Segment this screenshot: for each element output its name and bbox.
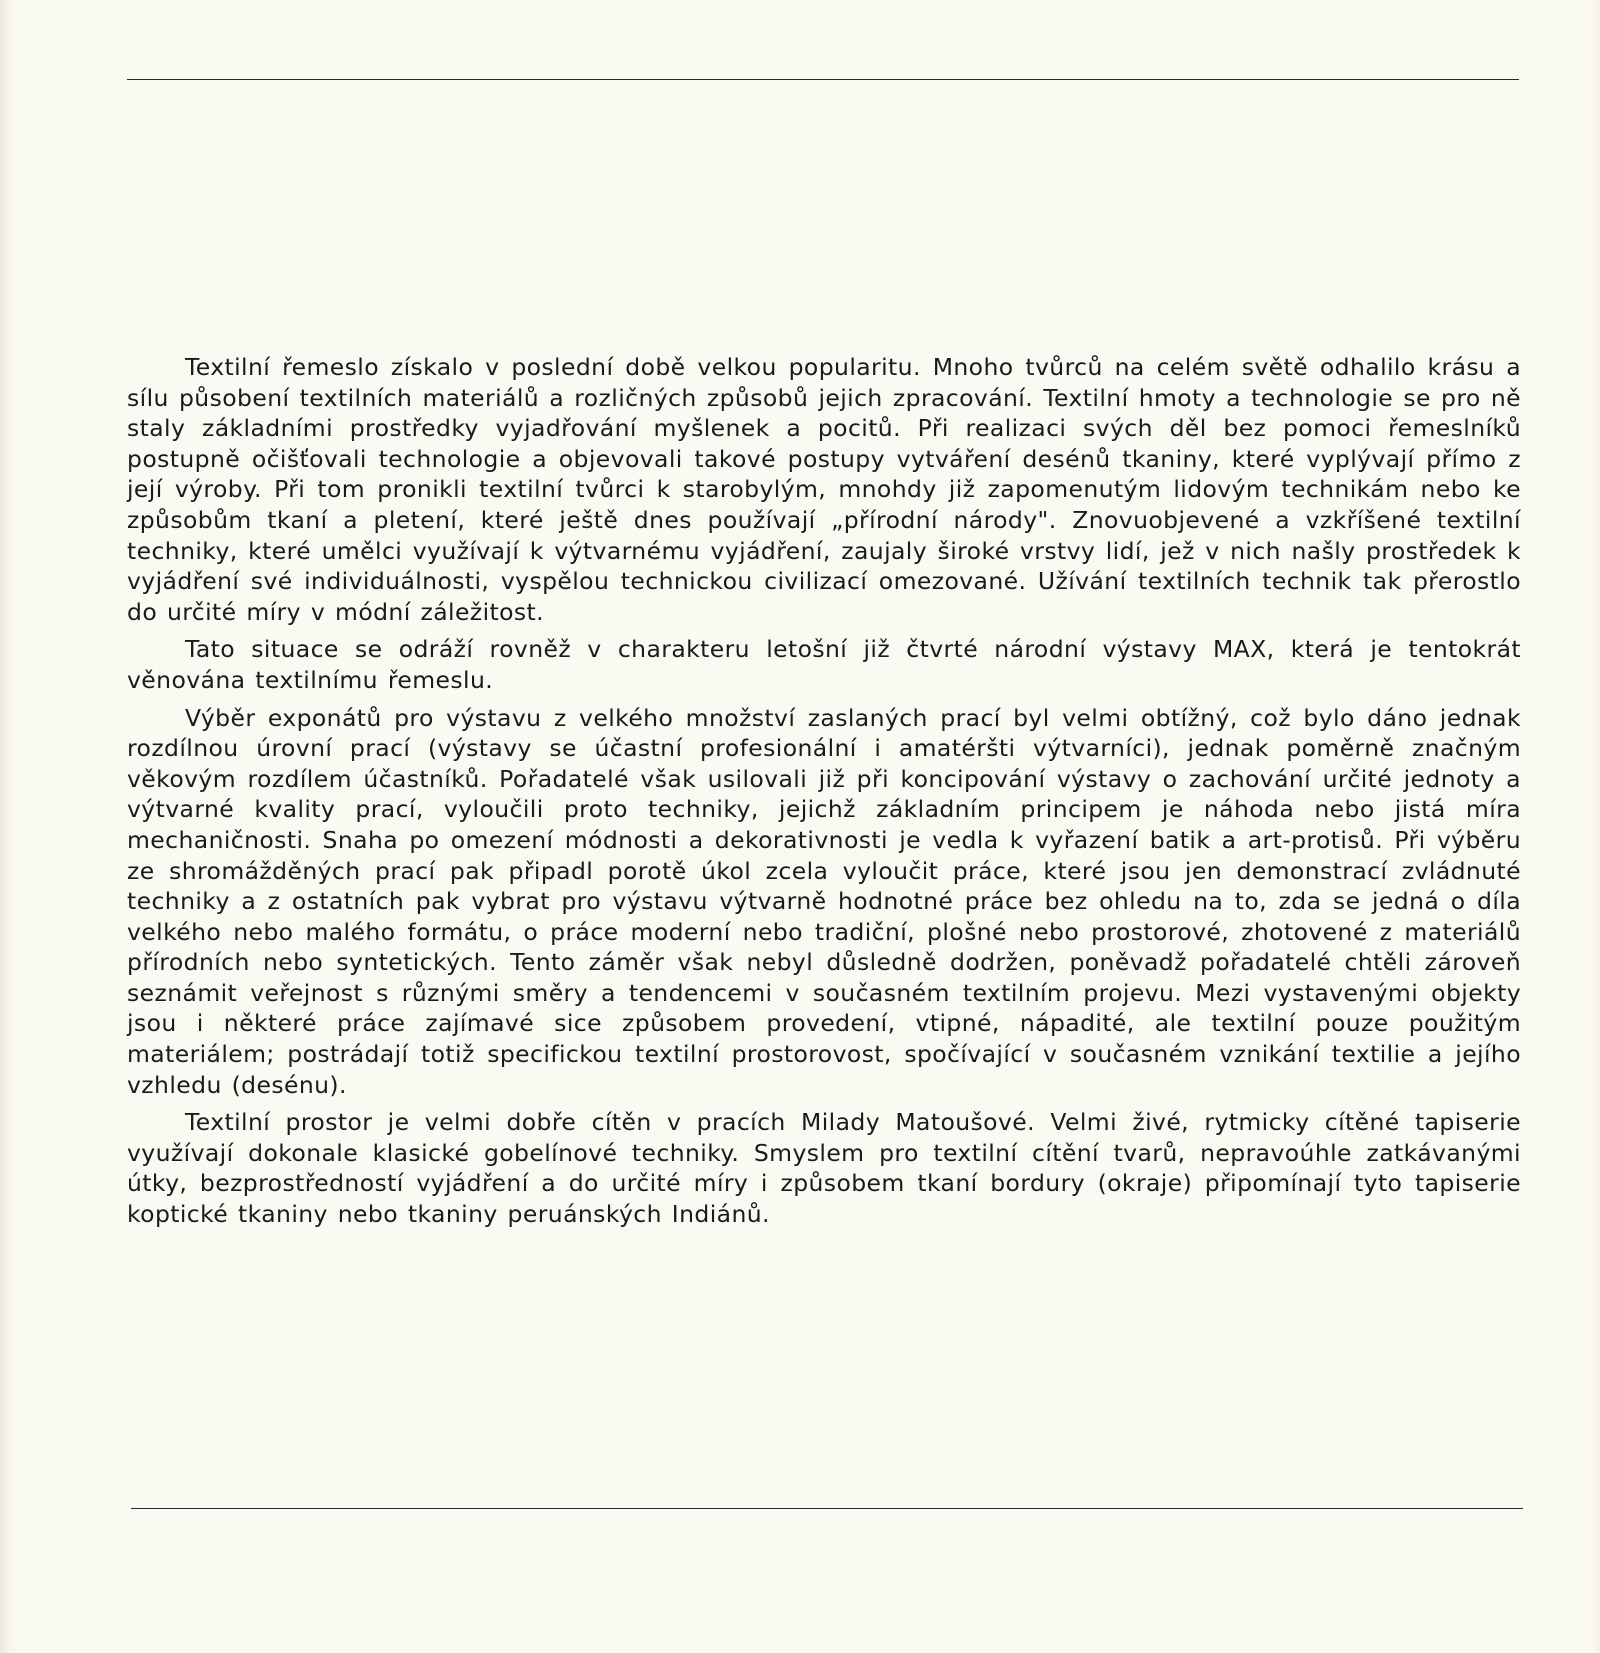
paragraph-2: Tato situace se odráží rovněž v charakteru letošní již čtvrté národní výstavy MAX, která je tentokrát věnována textilnímu řemeslu. — [127, 635, 1521, 694]
body-text — [127, 352, 1521, 1237]
top-rule — [127, 79, 1519, 80]
bottom-rule — [131, 1508, 1523, 1509]
paragraph-4: Textilní prostor je velmi dobře cítěn v pracích Milady Matoušové. Velmi živé, rytmicky cítěné tapiserie využívají dokonale klasické gobelínové techniky. Smyslem pro textilní cítění tvarů, nepravoúhle zatkávanými útky, bezprostředností vyjádření a do určité míry i způsobem tkaní bordury (okraje) připomínají tyto tapiserie koptické tkaniny nebo tkaniny peruánských Indiánů. — [127, 1108, 1521, 1229]
paragraph-1: Textilní řemeslo získalo v poslední době velkou popularitu. Mnoho tvůrců na celém světě odhalilo krásu a sílu působení textilních materiálů a rozličných způsobů jejich zpracování. Textilní hmoty a technologie se pro ně staly základními prostředky vyjadřování myšlenek a pocitů. Při realizaci svých děl bez pomoci řemeslníků postupně očišťovali technologie a objevovali takové postupy vytváření desénů tkaniny, které vyplývají přímo z její výroby. Při tom pronikli textilní tvůrci k starobylým, mnohdy již zapomenutým lidovým technikám nebo ke způsobům tkaní a pletení, které ještě dnes používají „přírodní národy". Znovuobjevené a vzkříšené textilní techniky, které umělci využívají k výtvarnému vyjádření, zaujaly široké vrstvy lidí, jež v nich našly prostředek k vyjádření své individuálnosti, vyspělou technickou civilizací omezované. Užívání textilních technik tak přerostlo do určité míry v módní záležitost. — [127, 353, 1521, 626]
paragraph-3: Výběr exponátů pro výstavu z velkého množství zaslaných prací byl velmi obtížný, což bylo dáno jednak rozdílnou úrovní prací (výstavy se účastní profesionální i amatéršti výtvarníci), jednak poměrně značným věkovým rozdílem účastníků. Pořadatelé však usilovali již při koncipování výstavy o zachování určité jednoty a výtvarné kvality prací, vyloučili proto techniky, jejichž základním principem je náhoda nebo jistá míra mechaničnosti. Snaha po omezení módnosti a dekorativnosti je vedla k vyřazení batik a art-protisů. Při výběru ze shromážděných prací pak připadl porotě úkol zcela vyloučit práce, které jsou jen demonstrací zvládnuté techniky a z ostatních pak vybrat pro výstavu výtvarně hodnotné práce bez ohledu na to, zda se jedná o díla velkého nebo malého formátu, o práce moderní nebo tradiční, plošné nebo prostorové, zhotovené z materiálů přírodních nebo syntetických. Tento záměr však nebyl důsledně dodržen, poněvadž pořadatelé chtěli zároveň seznámit veřejnost s různými směry a tendencemi v současném textilním projevu. Mezi vystavenými objekty jsou i některé práce zajímavé sice způsobem provedení, vtipné, nápadité, ale textilní pouze použitým materiálem; postrádají totiž specifickou textilní prostorovost, spočívající v současném vznikání textilie a jejího vzhledu (desénu). — [127, 703, 1521, 1099]
